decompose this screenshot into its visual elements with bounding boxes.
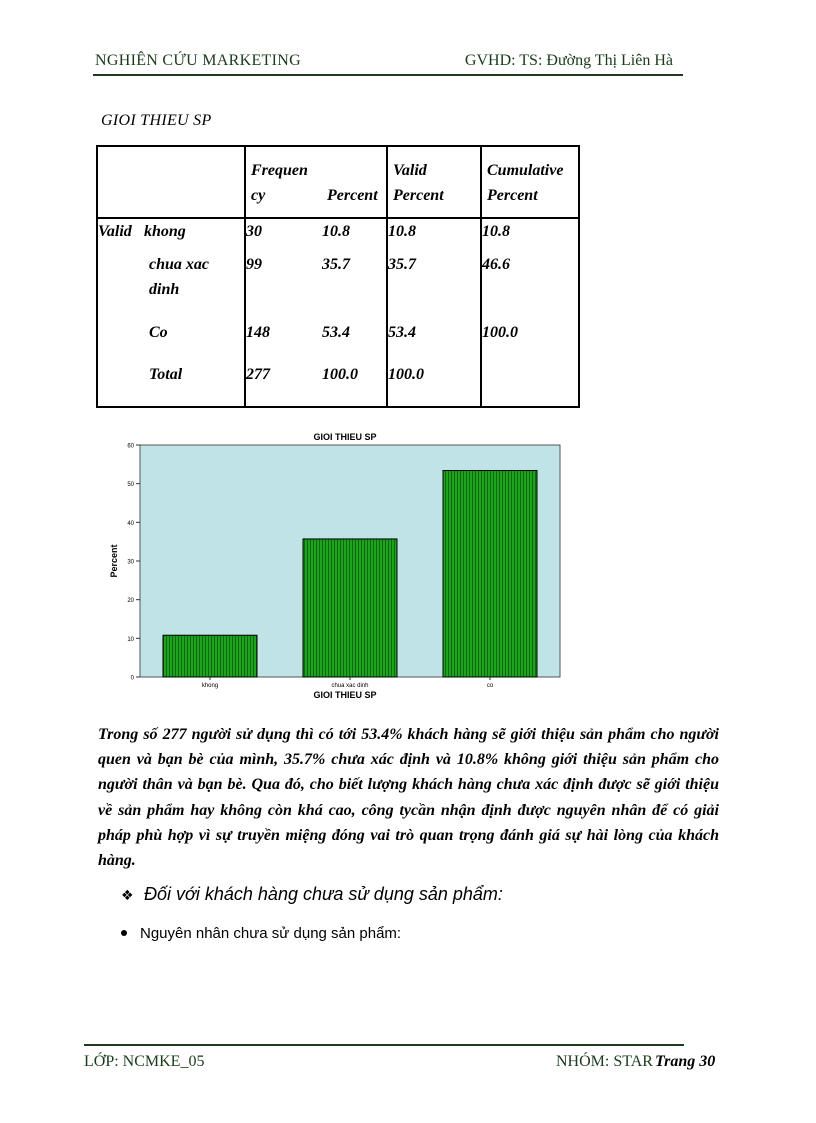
list-item-text: Nguyên nhân chưa sử dụng sản phẩm: <box>140 925 402 942</box>
cell-valid-percent: 10.8 <box>387 218 481 252</box>
row-label-total: Total <box>149 366 183 383</box>
header-percent <box>322 146 387 218</box>
valid-label: Valid <box>98 223 132 240</box>
header-frequency <box>245 146 322 218</box>
table-row <box>97 320 579 362</box>
header-course-title: NGHIÊN CỨU MARKETING <box>95 52 301 69</box>
cell-cumulative: 10.8 <box>481 218 579 252</box>
x-tick-label: khong <box>201 683 219 689</box>
footer-class: LỚP: NCMKE_05 <box>84 1053 205 1070</box>
y-tick-label: 60 <box>127 443 134 450</box>
x-axis <box>202 677 494 689</box>
header-empty-cell <box>97 146 245 218</box>
footer-page-number: Trang 30 <box>655 1053 716 1070</box>
section-heading <box>121 884 503 905</box>
cell-percent: 100.0 <box>322 366 358 383</box>
cell-percent: 10.8 <box>322 223 350 240</box>
bullet-dot-icon <box>121 930 127 936</box>
list-item <box>121 925 401 942</box>
x-axis-label: GIOI THIEU SP <box>313 690 377 700</box>
cell-cumulative: 100.0 <box>481 320 579 362</box>
cell-valid-percent: 35.7 <box>387 252 481 320</box>
row-label: khong <box>144 223 186 240</box>
chart-title: GIOI THIEU SP <box>313 432 377 442</box>
header-cumulative <box>481 146 579 218</box>
header-cumulative-line2: Percent <box>487 187 538 204</box>
cell-frequency: 148 <box>245 320 322 362</box>
y-tick-label: 30 <box>127 559 134 566</box>
y-tick-label: 40 <box>127 520 134 527</box>
header-frequency-line1: Frequen <box>251 162 308 179</box>
table-header-row <box>97 146 579 218</box>
row-label: Co <box>149 324 168 341</box>
analysis-paragraph: Trong số 277 người sử dụng thì có tới 53.4% khách hàng sẽ giới thiệu sản phẩm cho người quen và bạn bè của mình, 35.7% chưa xác định và 10.8% không giới thiệu sản phẩm cho người thân và bạn bè. Qua đó, cho biết lượng khách hàng chưa xác định được sẽ giới thiệu về sản phẩm hay không còn khá cao, công tycần nhận định được nguyên nhân để có giải pháp phù hợp vì sự truyền miệng đóng vai trò quan trọng đánh giá sự hài lòng của khách hàng. <box>98 726 719 870</box>
bar-chart <box>100 430 570 700</box>
cell-percent: 35.7 <box>322 256 350 273</box>
header-cumulative-line1: Cumulative <box>487 162 564 179</box>
header-percent-label: Percent <box>327 187 378 204</box>
row-label-line2: dinh <box>149 281 180 298</box>
table-row <box>97 252 579 320</box>
bar-khong <box>163 635 257 677</box>
cell-percent: 53.4 <box>322 324 350 341</box>
cell-frequency: 277 <box>245 362 322 407</box>
cell-cumulative: 46.6 <box>481 252 579 320</box>
header-frequency-line2: cy <box>251 187 266 204</box>
header-instructor: GVHD: TS: Đường Thị Liên Hà <box>464 52 673 69</box>
bar-chart-svg <box>100 430 570 700</box>
bar-chua-xac-dinh <box>303 539 397 677</box>
cell-valid-percent: 100.0 <box>387 362 481 407</box>
y-axis-label: Percent <box>109 544 119 578</box>
x-tick-label: co <box>486 683 494 689</box>
table-row <box>97 218 579 252</box>
cell-cumulative <box>481 362 579 407</box>
footer-group: NHÓM: STAR <box>556 1053 653 1070</box>
y-axis <box>127 444 140 682</box>
page-header <box>93 52 683 76</box>
table-row <box>97 362 579 407</box>
cell-frequency: 99 <box>245 252 322 320</box>
frequency-table <box>96 145 580 408</box>
cell-frequency: 30 <box>245 218 322 252</box>
cell-valid-percent: 53.4 <box>387 320 481 362</box>
x-tick-label: chua xac dinh <box>331 683 369 689</box>
header-valid-line1: Valid <box>393 162 427 179</box>
y-tick-label: 50 <box>127 482 134 489</box>
y-tick-label: 0 <box>130 675 134 682</box>
header-valid-line2: Percent <box>393 187 444 204</box>
y-tick-label: 10 <box>127 636 134 643</box>
diamond-bullet-icon: ❖ <box>121 887 134 903</box>
bar-co <box>443 471 537 677</box>
y-tick-label: 20 <box>127 598 134 605</box>
row-label-line1: chua xac <box>149 256 209 273</box>
footer-divider <box>84 1044 684 1046</box>
table-title: GIOI THIEU SP <box>101 112 212 129</box>
header-valid-percent <box>387 146 481 218</box>
section-heading-text: Đối với khách hàng chưa sử dụng sản phẩm: <box>144 884 503 904</box>
